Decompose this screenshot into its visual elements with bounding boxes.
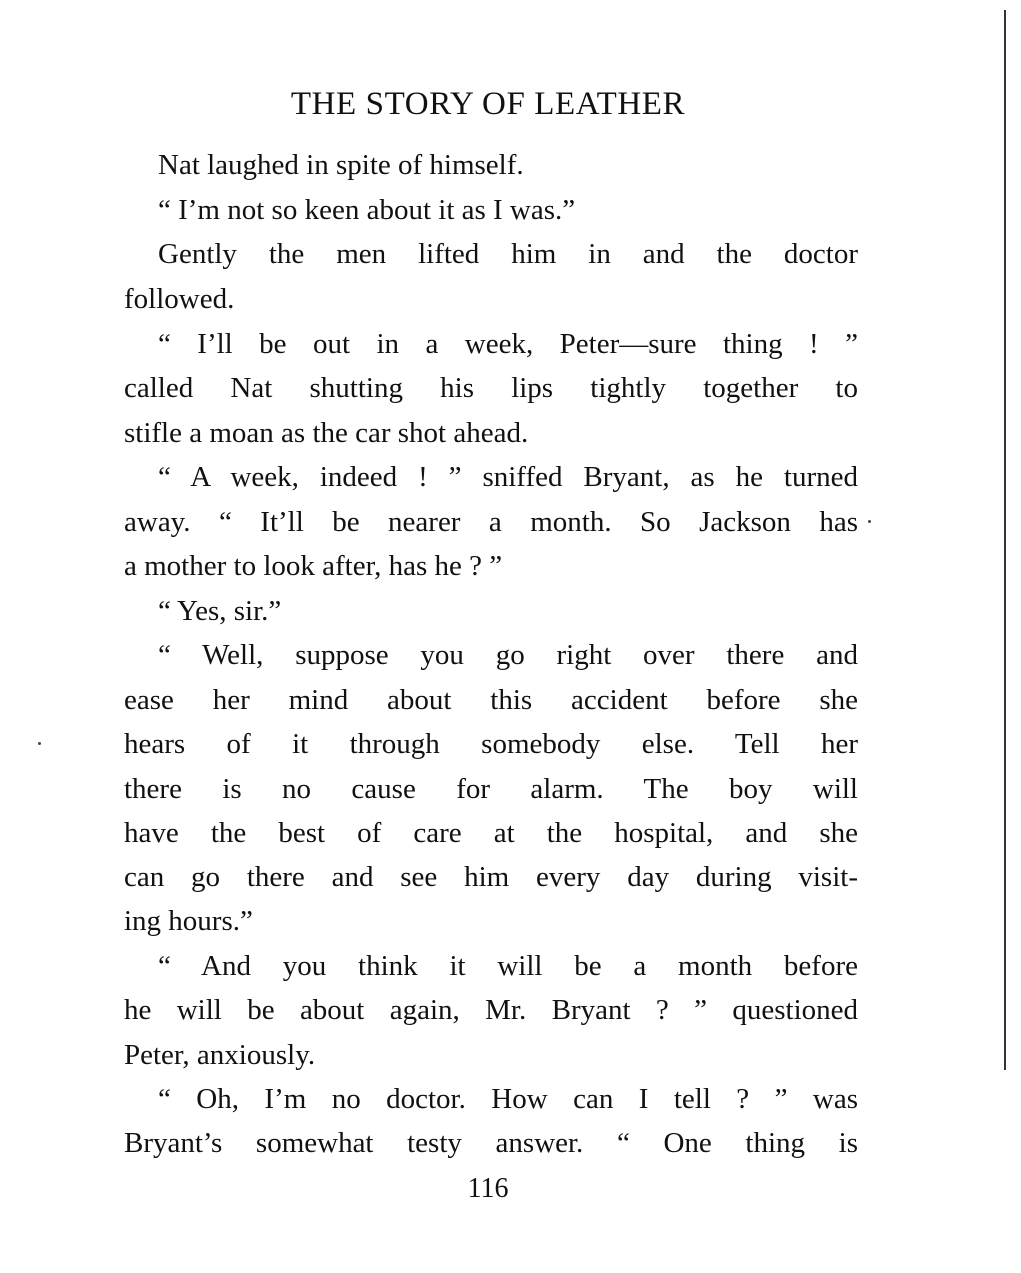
text-line: Bryant’s somewhat testy answer. “ One thing is: [124, 1127, 858, 1159]
text-line: away. “ It’ll be nearer a month. So Jackson has: [124, 506, 858, 538]
text-line: “ Oh, I’m no doctor. How can I tell ? ” was: [158, 1083, 858, 1115]
text-line: followed.: [124, 283, 235, 315]
page-number: 116: [467, 1173, 509, 1204]
scan-speck: [38, 742, 41, 745]
text-line: Gently the men lifted him in and the doctor: [158, 238, 858, 270]
text-line: can go there and see him every day during visit-: [124, 861, 858, 893]
text-line: called Nat shutting his lips tightly together to: [124, 372, 858, 404]
text-line: ing hours.”: [124, 905, 253, 937]
scan-speck: [868, 520, 871, 523]
text-line: there is no cause for alarm. The boy will: [124, 773, 858, 805]
text-line: “ I’m not so keen about it as I was.”: [158, 194, 576, 226]
text-line: have the best of care at the hospital, and she: [124, 817, 858, 849]
text-line: “ Yes, sir.”: [158, 595, 282, 627]
text-line: hears of it through somebody else. Tell her: [124, 728, 858, 760]
text-line: “ I’ll be out in a week, Peter—sure thing ! ”: [158, 328, 858, 360]
text-line: Peter, anxiously.: [124, 1039, 316, 1071]
text-line: Nat laughed in spite of himself.: [158, 149, 524, 181]
text-line: he will be about again, Mr. Bryant ? ” questioned: [124, 994, 858, 1026]
text-line: a mother to look after, has he ? ”: [124, 550, 503, 582]
text-line: stifle a moan as the car shot ahead.: [124, 417, 529, 449]
text-line: “ A week, indeed ! ” sniffed Bryant, as he turned: [158, 461, 858, 493]
running-head: THE STORY OF LEATHER: [290, 86, 686, 122]
text-line: “ Well, suppose you go right over there and: [158, 639, 858, 671]
text-line: “ And you think it will be a month before: [158, 950, 858, 982]
scan-edge-rule: [1004, 10, 1006, 1070]
text-line: ease her mind about this accident before she: [124, 684, 858, 716]
